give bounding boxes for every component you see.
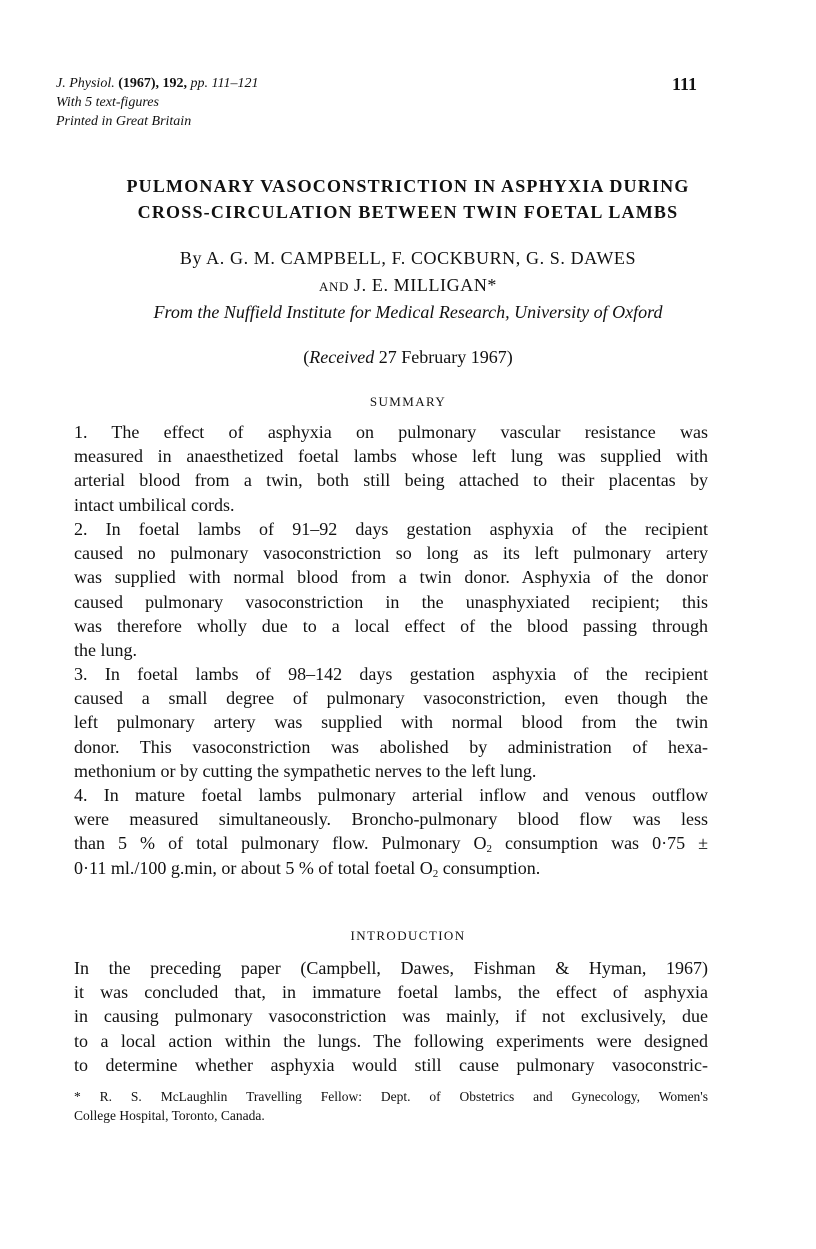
authors-names-2: J. E. MILLIGAN*: [354, 275, 498, 295]
text-fragment: than 5 % of total pulmonary flow. Pulmonary O: [74, 833, 487, 854]
article-title: [40, 173, 776, 225]
summary-paragraph-1: [74, 420, 708, 517]
text-line: intact umbilical cords.: [74, 494, 235, 515]
subscript: 2: [486, 843, 493, 856]
authors-names-1: A. G. M. CAMPBELL, F. COCKBURN, G. S. DAWES: [206, 248, 637, 268]
authors-line-1: [40, 245, 776, 272]
journal-pages: pp. 111–121: [190, 76, 259, 91]
by-label: By: [179, 248, 203, 268]
text-line: 4. In mature foetal lambs pulmonary arterial inflow and venous outflow: [74, 785, 708, 805]
received-date: [40, 347, 776, 368]
text-fragment: consumption was 0·75 ±: [492, 833, 708, 854]
text-line: the lung.: [74, 640, 137, 661]
summary-paragraph-3: [74, 662, 708, 783]
text-fragment: 0·11 ml./100 g.min, or about 5 % of total foetal O: [74, 857, 433, 878]
figures-note: With 5 text-figures: [56, 95, 159, 110]
text-line: donor. This vasoconstriction was abolished by administration of hexa-: [74, 736, 708, 757]
text-line: 3. In foetal lambs of 98–142 days gestation asphyxia of the recipient: [74, 664, 708, 684]
summary-heading: SUMMARY: [369, 394, 447, 409]
authors-line-2: [40, 272, 776, 300]
footnote-line-1: * R. S. McLaughlin Travelling Fellow: Dept. of Obstetrics and Gynecology, Women's: [74, 1089, 708, 1104]
text-line: it was concluded that, in immature foetal lambs, the effect of asphyxia: [74, 982, 708, 1003]
summary-paragraph-2: [74, 517, 708, 662]
text-line: methonium or by cutting the sympathetic nerves to the left lung.: [74, 760, 537, 781]
text-line: measured in anaesthetized foetal lambs whose left lung was supplied with: [74, 446, 708, 467]
text-line: was supplied with normal blood from a twin donor. Asphyxia of the donor: [74, 567, 708, 588]
text-line: in causing pulmonary vasoconstriction was mainly, if not exclusively, due: [74, 1006, 708, 1027]
text-fragment: consumption.: [438, 857, 541, 878]
introduction-paragraph: [74, 956, 708, 1077]
author-list: [40, 245, 776, 300]
received-label: Received: [309, 347, 375, 367]
text-line: left pulmonary artery was supplied with normal blood from the twin: [74, 712, 708, 733]
journal-year: (1967),: [118, 76, 160, 91]
received-value: 27 February 1967): [378, 347, 513, 367]
received-paren: (: [303, 347, 310, 367]
text-line: 1. The effect of asphyxia on pulmonary vascular resistance was: [74, 422, 708, 442]
and-label: AND: [318, 279, 349, 294]
footnote: [74, 1087, 708, 1125]
title-line-2: CROSS-CIRCULATION BETWEEN TWIN FOETAL LAMBS: [137, 202, 679, 222]
title-line-1: PULMONARY VASOCONSTRICTION IN ASPHYXIA DURING: [126, 176, 690, 196]
text-line: caused pulmonary vasoconstriction in the unasphyxiated recipient; this: [74, 591, 708, 612]
printed-note: Printed in Great Britain: [56, 114, 192, 129]
affiliation: From the Nuffield Institute for Medical Research, University of Oxford: [153, 302, 663, 322]
text-line: [74, 831, 708, 855]
summary-paragraph-4: [74, 783, 708, 880]
journal-name: J. Physiol.: [56, 76, 115, 91]
text-line: 2. In foetal lambs of 91–92 days gestation asphyxia of the recipient: [74, 519, 708, 539]
text-line: was therefore wholly due to a local effect of the blood passing through: [74, 615, 708, 636]
text-line: to determine whether asphyxia would still cause pulmonary vasoconstric-: [74, 1054, 708, 1075]
page-number: 111: [672, 74, 698, 94]
text-line: to a local action within the lungs. The following experiments were designed: [74, 1030, 708, 1051]
journal-header: [56, 74, 258, 131]
journal-volume: 192,: [162, 76, 188, 91]
citation-line: [56, 74, 258, 93]
introduction-heading: INTRODUCTION: [350, 928, 466, 943]
text-line: In the preceding paper (Campbell, Dawes, Fishman & Hyman, 1967): [74, 958, 708, 978]
text-line: arterial blood from a twin, both still being attached to their placentas by: [74, 470, 708, 491]
text-line: were measured simultaneously. Broncho-pulmonary blood flow was less: [74, 809, 708, 830]
footnote-line-2: College Hospital, Toronto, Canada.: [74, 1108, 265, 1123]
text-line: [74, 856, 708, 880]
text-line: caused a small degree of pulmonary vasoconstriction, even though the: [74, 688, 708, 709]
text-line: caused no pulmonary vasoconstriction so long as its left pulmonary artery: [74, 543, 708, 564]
subscript: 2: [432, 867, 439, 880]
